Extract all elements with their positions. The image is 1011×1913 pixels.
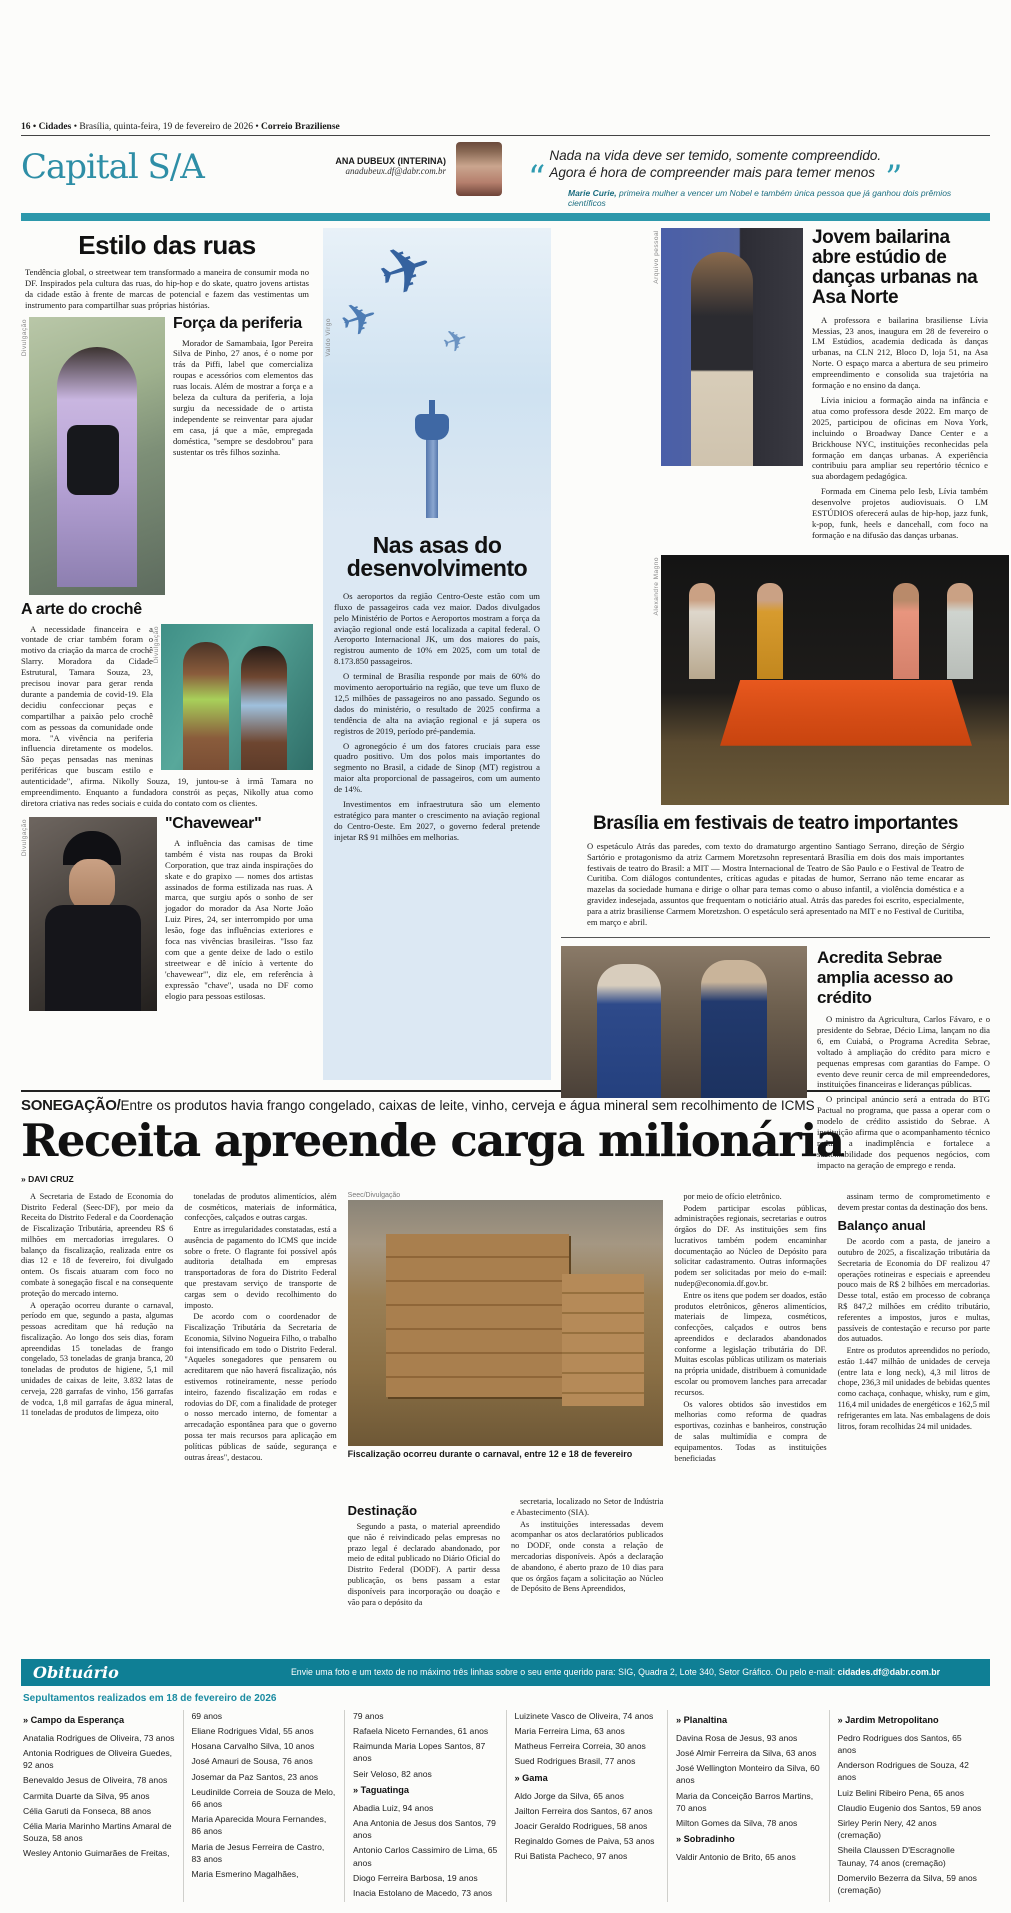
obituary-entry: Pedro Rodrigues dos Santos, 65 anos (837, 1732, 962, 1756)
street-style-story (21, 228, 313, 1080)
author-email: anadubeux.df@dabr.com.br (345, 166, 446, 176)
obituary-entry: Sued Rodrigues Brasil, 77 anos (514, 1756, 636, 1767)
aviation-story (323, 228, 551, 1080)
obituary-column-5 (667, 1710, 829, 1903)
figure-shape (597, 964, 661, 1098)
obituary-instructions (253, 1667, 978, 1677)
quote-line-1: Nada na vida deve ser temido, somente compreendido. (549, 148, 882, 163)
paper-name: Correio Braziliense (261, 122, 340, 132)
photo-seized-cargo (348, 1200, 664, 1446)
paragraph: Entre as irregularidades constatadas, está a ausência de pagamento do ICMS que incide sobre o frete. O flagrante foi possível após auditoria detalhada em empresas transportadoras de fora do Distrito Federal que prestavam serviço de transporte de cargas sem o devido recolhimento do imposto. (184, 1225, 337, 1310)
paragraph: Entre os itens que podem ser doados, estão produtos eletrônicos, gêneros alimentícios, materiais de limpeza, cosméticos, confecções, calçados e outros bens apreendidos e declarados abandonados conforme a legislação tributária do DF. Muitas escolas públicas utilizam os materiais na própria unidade, distribuem à comunidade escolar ou promovem lanches para arrecadar recursos. (674, 1290, 827, 1397)
photo-credit: Arquivo pessoal (653, 229, 660, 284)
obituary-entry: Sheila Claussen D'Escragnolle Taunay, 74 anos (cremação) (837, 1845, 955, 1868)
forca-periferia-body: Morador de Samambaia, Igor Pereira Silva de Pinho, 27 anos, é o nome por trás da Piffi, label que comercializa roupas e acessórios com elementos das ruas locais. Além de mostrar a força e a beleza da cultura da periferia, a loja surgiu da necessidade de o artista independente se reinventar para ajudar em casa, já que a mãe, empregada doméstica, "sempre se desdobrou" para sustentar os três filhos sozinha. (173, 337, 313, 457)
obituary-entry: 69 anos (191, 1710, 223, 1721)
aviation-panel (323, 228, 551, 1080)
column-1 (21, 1192, 173, 1647)
obituary-column-6 (829, 1710, 991, 1903)
obituary-column-1 (21, 1710, 183, 1903)
column-author-block (276, 142, 456, 176)
dancer-story (653, 226, 990, 545)
paragraph: De acordo com a pasta, de janeiro a outubro de 2025, a fiscalização tributária da Secretaria de Economia do DF realizou 47 operações rotineiras e especiais e apreendeu pouco mais de R$ 2 bilhões em mercadorias. Desse total, estão em processo de cobrança R$ 847,2 milhões em crédito tributário, referentes a impostos, juros e multas, passíveis de contestação e recurso por parte dos autuados. (837, 1237, 990, 1344)
obituary-entry: Rui Batista Pacheco, 97 anos (514, 1851, 628, 1862)
obituary-entry: Inacia Estolano de Macedo, 73 anos (353, 1888, 493, 1899)
column-5 (674, 1192, 826, 1647)
paragraph: As instituições interessadas devem acompanhar os atos declaratórios publicados no DODF, onde consta a relação de mercadorias disponíveis. Após a declaração de abandono, é aberto prazo de 10 dias para que os órgãos façam a solicitação ao Núcleo de Depósito de Bens Apreendidos, (510, 1519, 664, 1594)
photo-igor-piffi (21, 317, 165, 595)
obituary-entry: Maria de Jesus Ferreira de Castro, 83 anos (191, 1841, 325, 1864)
photo-sebrae-handshake (561, 946, 807, 1098)
street-style-title: Estilo das ruas (78, 229, 256, 260)
teatro-story (561, 555, 990, 928)
chavewear-body: A influência das camisas de time também é vista nas roupas da Broki Corporation, que traz ainda inspirações do skate e do grapixo — nomes dos artistas assinados de forma estilizada nas ruas. A marca, que surgiu após o sonho de ser jogador do morador da Asa Norte João Luiz Pires, 24, ser interrompido por uma lesão, foge das influências exteriores e foca nas vivências brasileiras. "Isso faz com que a gente deixe de lado o estilo streetwear e dê início à vertente do 'chavewear'", diz ele, em referência à expressão "chave", usada no DF como elogio para pessoas estilosas. (165, 837, 313, 1001)
open-quote-icon: “ (528, 157, 546, 198)
photo-credit: Divulgação (21, 318, 28, 356)
obituary-entry: Luiz Belini Ribeiro Pena, 65 anos (837, 1787, 965, 1798)
figure-shape (701, 960, 767, 1098)
dancer-story-text (812, 228, 990, 545)
obituary-subtitle: Sepultamentos realizados em 18 de fevereiro de 2026 (23, 1692, 277, 1704)
obituary-entry: Antonia Rodrigues de Oliveira Guedes, 92 anos (23, 1748, 173, 1771)
column-2 (184, 1192, 336, 1647)
obituary-column-4 (506, 1710, 668, 1903)
obituary-entry: Eliane Rodrigues Vidal, 55 anos (191, 1725, 314, 1736)
paragraph: Entre os produtos apreendidos no período, estão 1.447 milhão de unidades de cerveja (entre lata e long neck), 4,3 mil litros de chope, 236,3 mil unidades de bebidas quentes como cachaça, conhaque, whisky, rum e gim, 116,4 mil unidades de energéticos e 162,5 mil refrigerantes em lata. Nas embalagens de dois litros, foram recolhidas 24 mil unidades. (837, 1346, 990, 1431)
obituary-entry: José Almir Ferreira da Silva, 63 anos (676, 1748, 817, 1759)
paragraph: O agronegócio é um dos fatores cruciais para esse quadro positivo. Um dos polos mais importantes do segmento no Brasil, a cidade de Sinop (MT) registrou a maior alta proporcional de passageiros, com um aumento de 14%. (334, 740, 540, 795)
quote-attribution (528, 188, 990, 208)
control-tower-icon (415, 398, 449, 518)
photo-slarry-croche (153, 624, 313, 770)
boxes-shape (562, 1274, 644, 1407)
obituary-entry: Maria Ferreira Lima, 63 anos (514, 1725, 625, 1736)
obituary-entry: » Gama (514, 1772, 548, 1783)
byline: » DAVI CRUZ (21, 1173, 74, 1184)
obituary-entry: Joacir Geraldo Rodrigues, 58 anos (514, 1821, 648, 1832)
column-6-top (838, 1192, 990, 1214)
obituary-entry: Maria Aparecida Moura Fernandes, 86 anos (191, 1814, 327, 1837)
paragraph: assinam termo de comprometimento e devem prestar contas da destinação dos bens. (837, 1191, 990, 1212)
aviation-body (323, 591, 551, 843)
photo-credit: Alexandre Magno (653, 556, 660, 616)
paragraph: Os valores obtidos são investidos em melhorias como reforma de quadras esportivas, cozinhas e banheiros, construção de salas multimídia e compra de equipamentos. Todas as instituições beneficiadas (674, 1399, 827, 1463)
figure-shape (691, 252, 753, 466)
chavewear-title: "Chavewear" (165, 814, 262, 832)
destinacao-body (348, 1522, 500, 1608)
face-shape (69, 859, 115, 911)
sebrae-headline: Acredita Sebrae amplia acesso ao crédito (817, 948, 953, 1007)
figure-shape (241, 646, 287, 770)
photo-credit: Divulgação (153, 625, 160, 663)
airport-illustration (323, 228, 551, 524)
capital-sa-masthead (21, 142, 990, 208)
column-4 (511, 1497, 663, 1647)
paragraph: Lívia iniciou a formação ainda na infância e atua como professora desde 2022. Em março de 2025, participou de oficinas em Nova York, incluindo o Broadway Dance Center e a Brickhouse NYC, instituições reconhecidas pela formação em danças urbanas. A experiência contribuiu para ampliar seu repertório técnico e sua abordagem pedagógica. (812, 394, 988, 482)
chavewear-block (21, 815, 313, 1013)
illustration-credit: Valdo Virgo (325, 317, 332, 357)
backpack-shape (67, 425, 119, 495)
obituary-entry: Leudinilde Correia de Souza de Melo, 66 anos (191, 1786, 336, 1809)
arte-croche-title: A arte do crochê (21, 600, 142, 618)
obituary-entry: Raimunda Maria Lopes Santos, 87 anos (353, 1741, 486, 1764)
section-divider-band (21, 213, 990, 221)
kicker-text: Entre os produtos havia frango congelado, caixas de leite, vinho, cerveja e água mineral sem recolhimento de ICMS (120, 1097, 815, 1113)
paragraph: O ministro da Agricultura, Carlos Fávaro, e o presidente do Sebrae, Décio Lima, lançam no dia 6, em Cuiabá, o Programa Acredita Sebrae, voltado à ampliação do crédito para micro e pequenas empresas com garantias do Fampe. O evento deve reunir cerca de mil empreendedores, instituições financeiras e lideranças públicas. (817, 1014, 990, 1090)
paragraph: Formada em Cinema pelo Iesb, Lívia também desenvolve projetos audiovisuais. O LM ESTÚDIOS oferecerá aulas de hip-hop, jazz funk, k-pop, funk, heels e dancehall, com foco na formação e na difusão das danças urbanas. (812, 486, 988, 540)
paragraph: Segundo a pasta, o material apreendido que não é reivindicado pelas empresas no prazo legal é declarado abandonado, por meio de edital publicado no Diário Oficial do Distrito Federal (DODF). A partir dessa publicação, os bens passam a estar disponíveis para incorporação ou doação e vão para o depósito da (347, 1522, 500, 1607)
obituary-entry: José Wellington Monteiro da Silva, 60 anos (676, 1763, 820, 1786)
obituary-entry: Jailton Ferreira dos Santos, 67 anos (514, 1805, 653, 1816)
column-6 (838, 1192, 990, 1647)
obituary-entry: Domervilo Bezerra da Silva, 59 anos (cremação) (837, 1872, 977, 1896)
figure-shape (183, 642, 229, 770)
photo-atras-das-paredes (653, 555, 1009, 805)
obituary-entry: » Planaltina (676, 1714, 728, 1725)
obituary-entry: Reginaldo Gomes de Paiva, 53 anos (514, 1836, 655, 1847)
teatro-headline: Brasília em festivais de teatro importantes (592, 812, 959, 834)
airplane-icon: ✈ (438, 320, 473, 362)
obituary-entry: Aldo Jorge da Silva, 65 anos (514, 1790, 624, 1801)
paragraph: Investimentos em infraestrutura são um elemento estratégico para manter o crescimento na aviação regional do Centro-Oeste. Em 2027, o governo federal pretende injetar R$ 91 milhões em melhorias. (334, 799, 540, 842)
obituary-columns (21, 1710, 990, 1903)
obituary-column-3 (344, 1710, 506, 1903)
airplane-icon: ✈ (368, 227, 443, 315)
arte-croche-body: A necessidade financeira e a vontade de criar também foram o motivo da criação da marca de crochê Slarry. Moradora da Cidade Estrutural, Tamara Souza, 23, precisou inovar para gerar renda durante a pandemia de covid-19. Ela decidiu confeccionar peças e compartilhar a paixão pelo crochê com as pessoas da comunidade onde mora. "A vivência na periferia influencia diretamente os modelos. São peças pensadas nas meninas periféricas que buscam estilo e autenticidade", afirma. Nikolly Souza, 19, juntou-se à irmã Tamara no empreendimento. Enquanto a fundadora constrói as peças, Nikolly atua como diretora criativa nas redes sociais e cuida do contato com os clientes. (21, 623, 313, 808)
obituary-entry: Célia Garuti da Fonseca, 88 anos (23, 1805, 152, 1816)
obituary-entry: Diogo Ferreira Barbosa, 19 anos (353, 1872, 478, 1883)
obituary-entry: Seir Veloso, 82 anos (353, 1768, 432, 1779)
obituary-entry: Benevaldo Jesus de Oliveira, 78 anos (23, 1775, 168, 1786)
obituary-section (21, 1659, 990, 1903)
stage-table-shape (720, 680, 972, 746)
photo-caption: Fiscalização ocorreu durante o carnaval, entre 12 e 18 de fevereiro (347, 1448, 633, 1459)
obituary-entry: Abadia Luiz, 94 anos (353, 1802, 434, 1813)
obituary-entry: » Campo da Esperança (23, 1714, 125, 1725)
main-story-columns (21, 1192, 990, 1647)
right-stories (561, 226, 990, 1170)
obituary-entry: » Taguatinga (353, 1784, 409, 1795)
author-name: ANA DUBEUX (INTERINA) (335, 156, 446, 166)
obituary-entry: Milton Gomes da Silva, 78 anos (676, 1818, 798, 1829)
paragraph: A operação ocorreu durante o carnaval, período em que, segundo a pasta, algumas pessoas acreditam que há redução na fiscalização. Ao longo dos seis dias, foram apreendidas 15 toneladas de frango congelado, 53 toneladas de granja branca, 20 toneladas de produtos de higiene, 5,1 mil unidades de caixas de leite, 3.832 latas de cerveja, 228 garrafas de vinho, 156 garrafas de vodca, 1,8 mil garrafas de água mineral, 11 toneladas de produtos de limpeza, oito (21, 1300, 174, 1418)
kicker-label: SONEGAÇÃO/ (21, 1096, 121, 1114)
balanco-subhead: Balanço anual (837, 1218, 926, 1234)
close-quote-icon: ” (885, 157, 903, 198)
obituary-entry: José Amauri de Sousa, 76 anos (191, 1756, 313, 1767)
obituary-entry: Matheus Ferreira Correia, 30 anos (514, 1741, 646, 1752)
destinacao-subhead: Destinação (347, 1503, 418, 1519)
attribution-name: Marie Curie, (568, 187, 617, 198)
aviation-title (331, 531, 543, 582)
photo-broki-corporation (21, 817, 157, 1011)
obituary-entry: Antonio Carlos Cassimiro de Lima, 65 anos (353, 1845, 498, 1868)
paragraph: secretaria, localizado no Setor de Indústria e Abastecimento (SIA). (510, 1497, 664, 1517)
attribution-rest: primeira mulher a vencer um Nobel e também única pessoa que já ganhou dois prêmios científicos (568, 187, 952, 208)
story-divider (561, 937, 990, 938)
obituary-entry: Luizinete Vasco de Oliveira, 74 anos (514, 1710, 654, 1721)
obituary-entry: » Jardim Metropolitano (837, 1714, 939, 1725)
obituary-entry: Anatalia Rodrigues de Oliveira, 73 anos (23, 1732, 175, 1743)
obituary-entry: Ana Antonia de Jesus dos Santos, 79 anos (353, 1818, 496, 1841)
dancer-body (812, 315, 988, 541)
obituary-entry: Claudio Eugenio dos Santos, 59 anos (837, 1802, 982, 1813)
photo-credit: Seec/Divulgação (347, 1191, 401, 1199)
column-6-rest (838, 1237, 990, 1432)
obituary-instructions-text: Envie uma foto e um texto de no máximo três linhas sobre o seu ente querido para: SIG, Quadra 2, Lote 340, Setor Gráfico. Ou pelo e-mail: (290, 1667, 838, 1678)
obituary-entry: Célia Maria Marinho Martins Amaral de Souza, 58 anos (23, 1821, 172, 1844)
obituary-entry: Josemar da Paz Santos, 23 anos (191, 1771, 319, 1782)
dancer-headline: Jovem bailarina abre estúdio de danças urbanas na Asa Norte (812, 226, 978, 308)
airplane-icon: ✈ (334, 289, 385, 350)
paragraph: A Secretaria de Estado de Economia do Distrito Federal (Seec-DF), por meio da Receita do Distrito Federal e da Coordenação de Fiscalização Tributária, apreendeu R$ 6 milhões em mercadorias irregulares. O balanço da fiscalização, realizada entre os dias 12 e 18 de fevereiro, foi divulgado ontem. Os fiscais atuaram com foco no combate à sonegação fiscal e na consequente proteção do mercado interno. (21, 1191, 174, 1298)
arte-croche-block (21, 601, 313, 813)
obituary-entry: Carmita Duarte da Silva, 95 anos (23, 1790, 150, 1801)
paragraph: por meio de ofício eletrônico. (683, 1191, 782, 1201)
paragraph: toneladas de produtos alimentícios, além de cosméticos, materiais de informática, confecções, calçados e outras cargas. (184, 1191, 337, 1223)
quote-text (549, 148, 881, 182)
obituary-entry: Rafaela Niceto Fernandes, 61 anos (353, 1725, 489, 1736)
obituary-entry: Anderson Rodrigues de Souza, 42 anos (837, 1760, 969, 1783)
obituary-entry: Davina Rosa de Jesus, 93 anos (676, 1732, 798, 1743)
street-style-intro: Tendência global, o streetwear tem transformado a maneira de consumir moda no DF. Inspirados pela cultura das ruas, do hip-hop e do skate, quatro jovens artistas da cidade estão à frente de marcas de potencial e fazem das vestimentas um instrumento para compartilhar suas próprias histórias. (25, 266, 309, 310)
page-number-section: 16 • Cidades (21, 122, 72, 132)
obituary-entry: 79 anos (353, 1710, 384, 1721)
paragraph: Podem participar escolas públicas, administrações regionais, secretarias e outros órgãos do DF. As instituições sem fins lucrativos também podem encaminhar documentação ao Núcleo de Depósito para solicitar cadastramento. Outras informações podem ser solicitadas por meio do e-mail: nudep@economia.df.gov.br. (674, 1203, 827, 1289)
obituary-entry: Maria Esmerino Magalhães, (191, 1869, 299, 1879)
page-header (21, 122, 990, 136)
paragraph: De acordo com o coordenador de Fiscalização Tributária da Secretaria de Economia, Silvino Nogueira Filho, o trabalho foi intensificado em todo o Distrito Federal. "Aqueles sonegadores que pensarem ou acreditarem que não haverá fiscalização, nós estivemos rotineiramente, nesse período inteiro, fazendo fiscalização em rodas e rodovias do DF, com a finalidade de proteger o nosso mercado interno, de fomentar a arrecadação espontânea para que o governo possa ter mais recursos para aplicação em políticas públicas de saúde, segurança e outras áreas", destacou. (184, 1312, 337, 1462)
seizure-photo-block (348, 1192, 664, 1497)
obituary-entry: Maria da Conceição Barros Martins, 70 anos (676, 1790, 814, 1813)
obituary-title: Obituário (33, 1662, 119, 1682)
photo-credit: Divulgação (21, 818, 28, 857)
date-line: • Brasília, quinta-feira, 19 de fevereiro de 2026 • (71, 122, 262, 132)
obituary-email: cidades.df@dabr.com.br (837, 1667, 941, 1678)
obituary-entry: Wesley Antonio Guimarães de Freitas, (23, 1848, 170, 1859)
obituary-entry: Sirley Perin Nery, 42 anos (cremação) (837, 1818, 937, 1841)
paragraph: O principal anúncio será a entrada do BTG Pactual no programa, que passa a operar com o modelo de crédito assistido do Sebrae. A instituição afirma que o acompanhamento técnico reduz a inadimplência e fortalece a sustentabilidade dos pequenos negócios, com impacto na geração de emprego e renda. (817, 1094, 990, 1170)
quote-line-2: Agora é hora de compreender mais para temer menos (549, 164, 876, 180)
obituary-entry: Valdir Antonio de Brito, 65 anos (676, 1852, 796, 1863)
obituary-column-2 (183, 1710, 345, 1903)
author-avatar (456, 142, 502, 196)
figure-shape (45, 905, 141, 1011)
paragraph: A professora e bailarina brasiliense Lívia Messias, 23 anos, inaugura em 28 de fevereiro o LM Estúdios, academia dedicada às danças urbanas, na CLN 212, Bloco D, loja 51, na Asa Norte. O espaço marca a abertura de seu primeiro empreendimento e consolida sua trajetória na formação e no ensino da dança. (812, 314, 988, 391)
obituary-entry: » Sobradinho (676, 1834, 735, 1845)
boxes-shape (386, 1234, 569, 1396)
obituary-bar (21, 1659, 990, 1686)
photo-livia-messias (653, 228, 803, 466)
main-headline: Receita apreende carga milionária (21, 1113, 844, 1167)
quote-block (502, 142, 990, 208)
obituary-entry: Hosana Carvalho Silva, 10 anos (191, 1741, 315, 1752)
column-title: Capital S/A (21, 147, 204, 187)
paragraph: O terminal de Brasília responde por mais de 60% do movimento aeroportuário na região, que teve um fluxo de 12,5 milhões de passageiros no ano passado. Segundo os dados do ministério, o resultado de 2025 confirma a tendência de alta na aviação regional e já supera os registros de 2019, período pré-pandemia. (334, 671, 540, 736)
paragraph: Os aeroportos da região Centro-Oeste estão com um fluxo de passageiros cada vez maior. Dados divulgados pelo Ministério de Portos e Aeroportos mostram a força da aviação regional onde está localizada a capital federal. O Aeroporto Internacional JK, um dos maiores do país, registrou aumento de 10% em 2025, com um total de 8.173.850 passageiros. (334, 590, 540, 667)
forca-periferia-block (21, 315, 313, 599)
column-3 (348, 1497, 500, 1647)
teatro-body: O espetáculo Atrás das paredes, com texto do dramaturgo argentino Santiago Serrano, direção de Sérgio Sartório e protagonismo da atriz Carmem Moretzsohn representará Brasília em dois dos mais importantes festivais de teatro do Brasil: a MIT — Mostra Internacional de Teatro de São Paulo e o Festival de Teatro de Curitiba. Com diálogos contundentes, críticas agudas e pitadas de humor, Serrano não teme encarar as mazelas da sociedade humana e dirige o olhar para temas como o abuso infantil, a violência doméstica e a gravidez indesejada, assuntos que frequentam o noticiário atual. Atrás das paredes foi escrito, especialmente, para a atriz brasiliense Carmem Moretzshon. O espetáculo será apresentado na MIT e no Festival de Curitiba, em março e abril. (587, 840, 964, 928)
aviation-title-line2: desenvolvimento (346, 555, 528, 582)
aviation-title-line1: Nas asas do (372, 531, 502, 558)
forca-periferia-title: Força da periferia (173, 314, 302, 332)
